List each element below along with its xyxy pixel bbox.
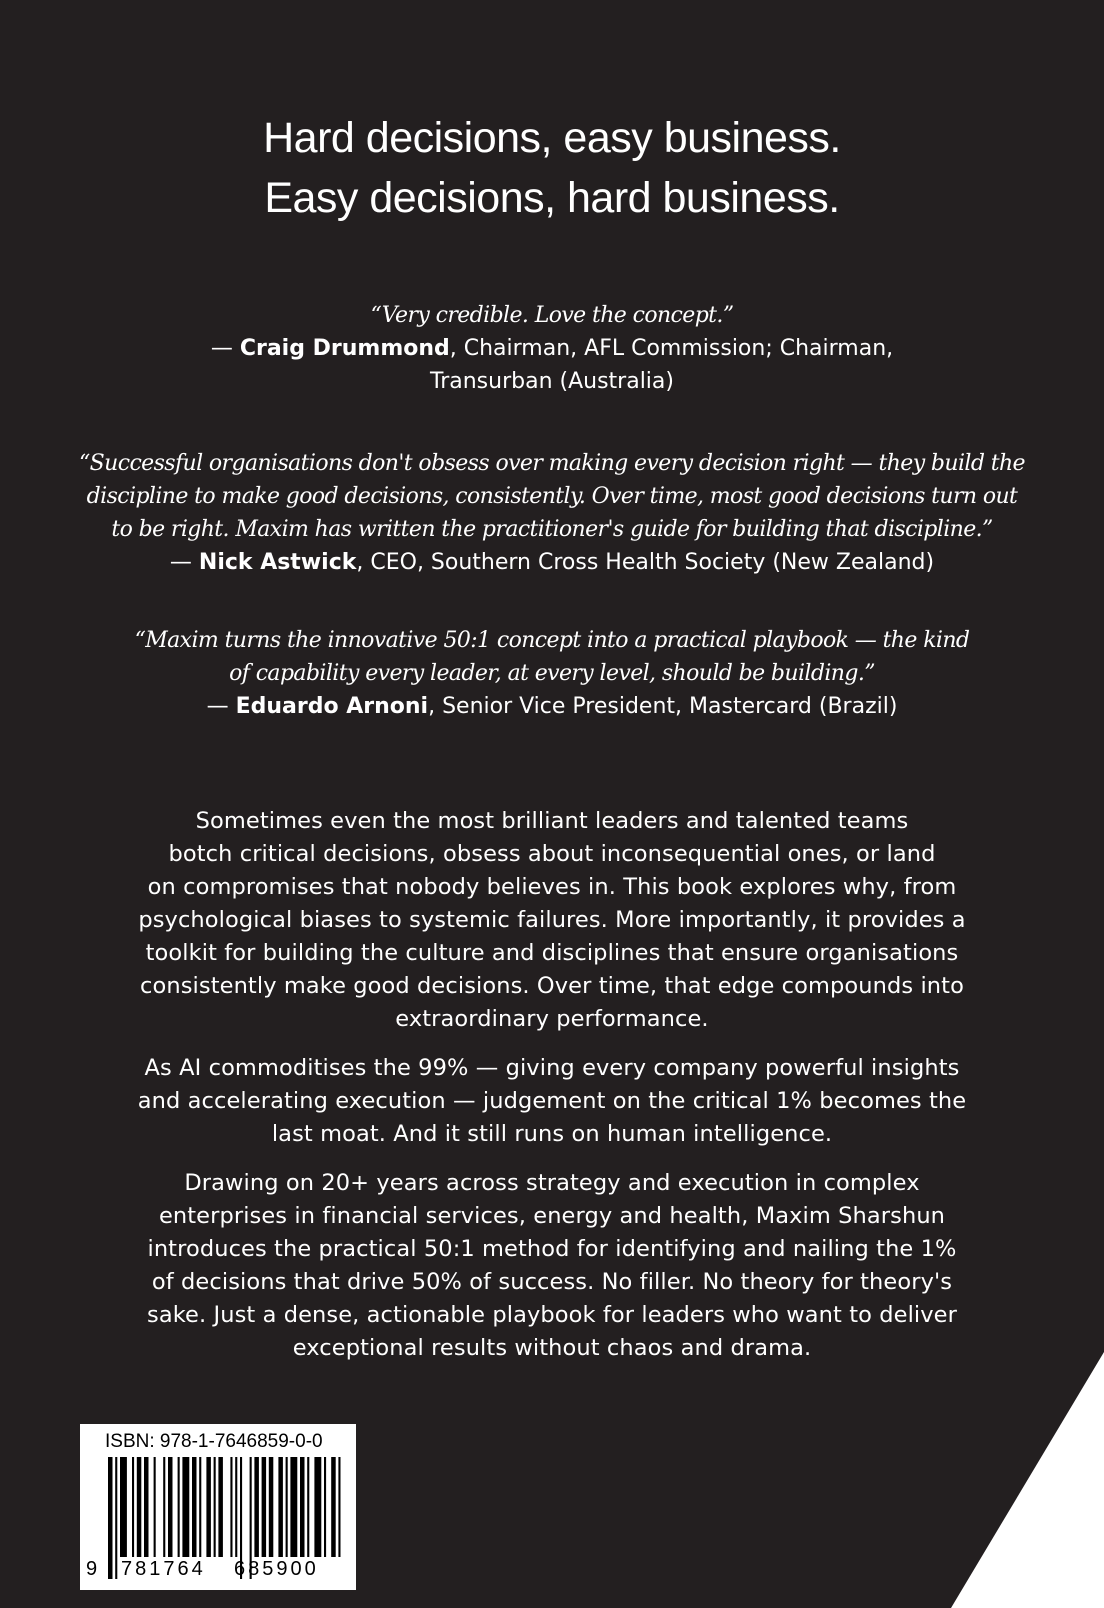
barcode-bar (144, 1457, 149, 1557)
testimonial-quote-line: “Maxim turns the innovative 50:1 concept into a practical playbook — the kind (134, 628, 970, 653)
testimonial-quote-line: discipline to make good decisions, consistently. Over time, most good decisions turn out (86, 484, 1018, 509)
barcode-bar (307, 1457, 309, 1557)
barcode-bar (300, 1457, 305, 1557)
barcode-bar (278, 1457, 283, 1557)
barcode-bar (230, 1457, 232, 1557)
testimonial-author-name: Craig Drummond (239, 336, 450, 361)
headline-line-2: Easy decisions, hard business. (264, 174, 840, 222)
isbn-barcode (80, 1424, 356, 1590)
barcode-bar (168, 1457, 173, 1557)
barcode-bar (214, 1457, 216, 1557)
barcode-bar (290, 1457, 297, 1557)
barcode-bar (218, 1457, 223, 1557)
barcode-bar (331, 1457, 336, 1557)
testimonial-attribution: — Craig Drummond, Chairman, AFL Commission; Chairman, (210, 336, 894, 361)
barcode-bar (192, 1457, 197, 1557)
description-line: Sometimes even the most brilliant leaders and talented teams (195, 808, 909, 834)
description-line: enterprises in financial services, energy and health, Maxim Sharshun (158, 1203, 946, 1229)
barcode-bar (120, 1457, 127, 1557)
description-line: of decisions that drive 50% of success. No filler. No theory for theory's (151, 1269, 953, 1295)
barcode-digit-first: 9 (86, 1558, 98, 1580)
description-line: exceptional results without chaos and drama. (292, 1335, 812, 1361)
barcode-bar (314, 1457, 321, 1557)
barcode-digits-left: 781764 (121, 1558, 206, 1580)
description-line: extraordinary performance. (395, 1006, 709, 1032)
description-line: botch critical decisions, obsess about inconsequential ones, or land (168, 841, 936, 867)
testimonial-quote-line: of capability every leader, at every level, should be building.” (229, 661, 875, 686)
barcode-bar (132, 1457, 134, 1557)
testimonial-3 (0, 624, 1104, 723)
description-line: sake. Just a dense, actionable playbook for leaders who want to deliver (147, 1302, 957, 1328)
description-line: consistently make good decisions. Over time, that edge compounds into (140, 973, 964, 999)
testimonial-quote-line: “Very credible. Love the concept.” (370, 303, 734, 328)
testimonial-2 (0, 447, 1104, 579)
description-line: psychological biases to systemic failures. More importantly, it provides a (138, 907, 966, 933)
barcode-digits-right: 685900 (234, 1558, 319, 1580)
barcode-bar (324, 1457, 326, 1557)
testimonial-quote-line: “Successful organisations don't obsess over making every decision right — they build the (79, 451, 1025, 476)
description-line: As AI commoditises the 99% — giving every company powerful insights (144, 1055, 960, 1081)
barcode-bar (178, 1457, 180, 1557)
description-line: and accelerating execution — judgement on the critical 1% becomes the (137, 1088, 967, 1114)
headline (0, 108, 1104, 228)
barcode-bar (154, 1457, 156, 1557)
testimonial-attribution: — Nick Astwick, CEO, Southern Cross Health Society (New Zealand) (169, 550, 935, 575)
isbn-label: ISBN: 978-1-7646859-0-0 (105, 1431, 323, 1452)
testimonial-1 (0, 299, 1104, 398)
barcode-bar (286, 1457, 288, 1557)
testimonial-attribution-line: Transurban (Australia) (430, 369, 674, 394)
barcode-bar (199, 1457, 201, 1557)
barcode-bar (163, 1457, 165, 1557)
description-line: last moat. And it still runs on human intelligence. (271, 1121, 833, 1147)
barcode-bar (262, 1457, 267, 1557)
testimonial-attribution: — Eduardo Arnoni, Senior Vice President, Mastercard (Brazil) (206, 694, 898, 719)
barcode-bar (254, 1457, 259, 1557)
description-paragraph-1 (0, 805, 1104, 1036)
barcode-bar (269, 1457, 274, 1557)
testimonial-quote-line: to be right. Maxim has written the practitioner's guide for building that discipline.” (111, 517, 993, 542)
barcode-bar (182, 1457, 189, 1557)
testimonial-author-name: Nick Astwick (198, 550, 357, 575)
barcode-bar (338, 1457, 340, 1557)
description-line: toolkit for building the culture and disciplines that ensure organisations (145, 940, 959, 966)
description-line: Drawing on 20+ years across strategy and execution in complex (184, 1170, 920, 1196)
description-line: on compromises that nobody believes in. This book explores why, from (147, 874, 957, 900)
description-paragraph-3 (0, 1167, 1104, 1365)
description-paragraph-2 (0, 1052, 1104, 1151)
barcode-bar (108, 1457, 113, 1579)
barcode-bar (206, 1457, 211, 1557)
testimonial-author-name: Eduardo Arnoni (235, 694, 429, 719)
barcode-bar (137, 1457, 142, 1557)
description-line: introduces the practical 50:1 method for identifying and nailing the 1% (147, 1236, 957, 1262)
barcode-bar (115, 1457, 117, 1579)
headline-line-1: Hard decisions, easy business. (263, 114, 841, 162)
barcode-bar (235, 1457, 237, 1557)
